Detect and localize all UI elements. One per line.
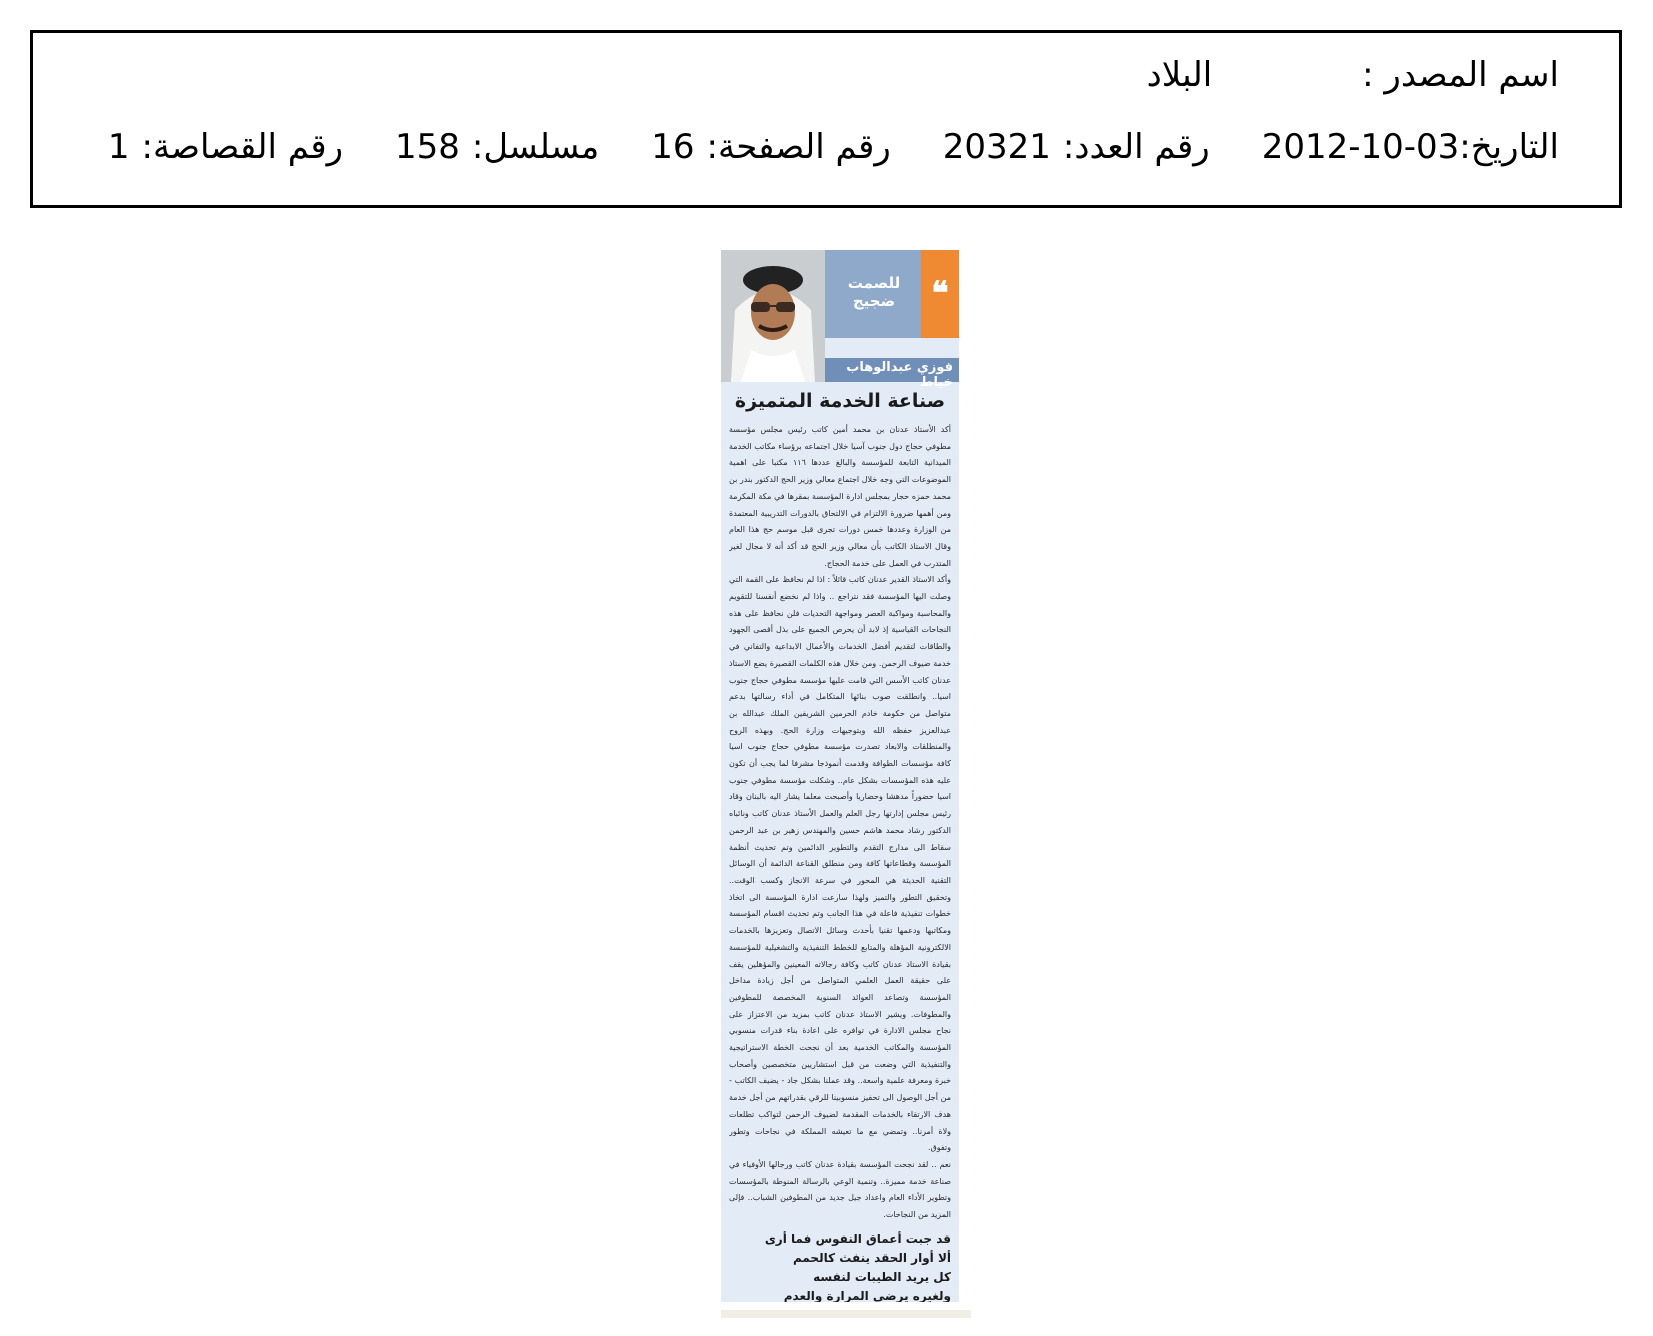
clip-number-field (108, 127, 343, 167)
source-row (1147, 55, 1559, 95)
issue-label: رقم العدد: (1062, 127, 1210, 167)
page-value: 16 (651, 127, 695, 167)
page-label: رقم الصفحة: (706, 127, 891, 167)
date-field (1262, 127, 1559, 167)
date-value: 2012-10-03 (1261, 127, 1460, 167)
source-field (1147, 55, 1559, 95)
source-value: البلاد (1146, 55, 1213, 95)
author-portrait-icon (721, 250, 825, 382)
poem-line: قد جبت أعماق النفوس فما أرى (764, 1232, 951, 1246)
clipping-metadata-box (30, 30, 1622, 208)
clipping-shadow (721, 1310, 971, 1318)
page-field (651, 127, 891, 167)
author-name: فوزي عبدالوهاب خياط (846, 360, 953, 390)
column-name: للصمت ضجيج (847, 274, 901, 310)
newspaper-clipping (721, 250, 959, 1302)
details-row (108, 127, 1559, 167)
serial-value: 158 (395, 127, 460, 167)
serial-field (395, 127, 599, 167)
poem-line: كل يريد الطيبات لنفسه (813, 1270, 951, 1284)
serial-label: مسلسل: (471, 127, 600, 167)
article-paragraph: أكد الأستاذ عدنان بن محمد أمين كاتب رئيس مجلس مؤسسة مطوفي حجاج دول جنوب آسيا خلال اجتماعه برؤساء مكاتب الخدمة الميدانية التابعة للمؤسسة والبالغ عددها ١١٦ مكتبا على اهمية الموضوعات التي وجه خلال اجتماع معالي وزير الحج الدكتور بندر بن محمد حمزه حجار بمجلس ادارة المؤسسة بمقرها في مكة المكرمة ومن أهمها ضرورة الالتزام في الالتحاق بالدورات التدريبية المعتمدة من الوزارة وعددها خمس دورات تجرى قبل موسم حج هذا العام وقال الاستاذ الكاتب بأن معالي وزير الحج قد أكد أنه لا مجال لغير المتدرب في العمل على خدمة الحجاج. (729, 425, 951, 568)
source-label: اسم المصدر : (1362, 55, 1559, 95)
quote-mark-icon: ❝ (931, 274, 949, 312)
clip-number-label: رقم القصاصة: (141, 127, 343, 167)
article-body (729, 422, 951, 1222)
clip-number-value: 1 (107, 127, 130, 167)
poem-line: ولغيره يرضى المرارة والعدم (783, 1289, 951, 1302)
date-label: التاريخ: (1459, 127, 1559, 167)
issue-value: 20321 (942, 127, 1051, 167)
article-paragraph: وأكد الاستاذ القدير عدنان كاتب قائلاً : اذا لم نحافظ على القمة التي وصلت اليها المؤسسة فقد نتراجع .. واذا لم نخضع أنفسنا للتقويم والمحاسبة ومواكبة العصر ومواجهة التحديات فلن نحافظ على هذه النجاحات القياسية إذ لابد أن يحرص الجميع على بذل أقصى الجهود والطاقات لتقديم أفضل الخدمات والأعمال الابداعية والتفاني في خدمة ضيوف الرحمن. ومن خلال هذه الكلمات القصيرة يضع الاستاذ عدنان كاتب الأسس التي قامت عليها مؤسسة مطوفي حجاج جنوب اسيا.. وانطلقت صوب بنائها المتكامل في أداء رسالتها بدعم متواصل من حكومة خادم الحرمين الشريفين الملك عبدالله بن عبدالعزيز حفظه الله وبتوجيهات وزارة الحج. وبهذه الروح والمنطلقات والابعاد تصدرت مؤسسة مطوفي حجاج جنوب اسيا كافة مؤسسات الطوافة وقدمت أنموذجا مشرفا لما يجب أن تكون عليه هذه المؤسسات بشكل عام.. وشكلت مؤسسة مطوفي جنوب اسيا حضوراً مدهشا وحضاريا وأصبحت معلما يشار اليه بالبنان وقاد رئيس مجلس إدارتها رجل العلم والعمل الأستاذ عدنان كاتب ونائباه الدكتور رشاد محمد هاشم حسين والمهندس زهير بن عبد الرحمن سقاط الى مدارج التقدم والتطوير الدائمين وتم تحديث أنظمة المؤسسة وقطاعاتها كافة ومن منطلق القناعة الدائمة أن الوسائل التقنية الحديثة هي المحور في سرعة الانجاز وكسب الوقت.. وتحقيق التطور والتميز ولهذا سارعت ادارة المؤسسة الى اتخاذ خطوات تنفيذية فاعلة في هذا الجانب وتم تحديث اقسام المؤسسة ومكاتبها ودعمها تقنيا بأحدث وسائل الاتصال وتعزيزها بالخدمات الالكترونية المؤهلة والمتابع للخطط التنفيذية والتشغيلية للمؤسسة بقيادة الاستاذ عدنان كاتب وكافة رجالاته المعينين والمؤهلين يقف على حقيقة العمل العلمي المتواصل من أجل زيادة مداخل المؤسسة وتصاعد العوائد السنوية المخصصة للمطوفين والمطوفات. ويشير الاستاذ عدنان كاتب بمزيد من الاعتزاز على نجاح مجلس الادارة في توافره على اعادة بناء قدرات منسوبي المؤسسة والمكاتب الخدمية بعد أن نجحت الخطة الاستراتيجية والتنفيذية التي وضعت من قبل استشاريين متخصصين وأصحاب خبرة ومعرفة علمية واسعة.. وقد عملنا بشكل جاد - يضيف الكاتب - من أجل الوصول الى تحفيز منسوبينا للرقي بقدراتهم من أجل خدمة هدف الارتقاء بالخدمات المقدمة لضيوف الرحمن لتواكب تطلعات ولاة أمرنا.. وتمضي مع ما تعيشه المملكة في نجاحات وتطور وتفوق. (729, 575, 951, 1153)
issue-field (943, 127, 1210, 167)
poem-line: ألا أوار الحقد ينفث كالحمم (792, 1251, 951, 1265)
author-photo (721, 250, 825, 382)
poem-verses (729, 1230, 951, 1302)
article-title: صناعة الخدمة المتميزة (734, 390, 946, 412)
article-paragraph: نعم .. لقد نجحت المؤسسة بقيادة عدنان كاتب ورجالها الأوفياء في صناعة خدمة مميزة.. وتنمية الوعي بالرسالة المنوطة بالمؤسسات وتطوير الأداء العام واعداد جيل جديد من المطوفين الشباب.. فإلى المزيد من النجاحات. (729, 1159, 951, 1220)
